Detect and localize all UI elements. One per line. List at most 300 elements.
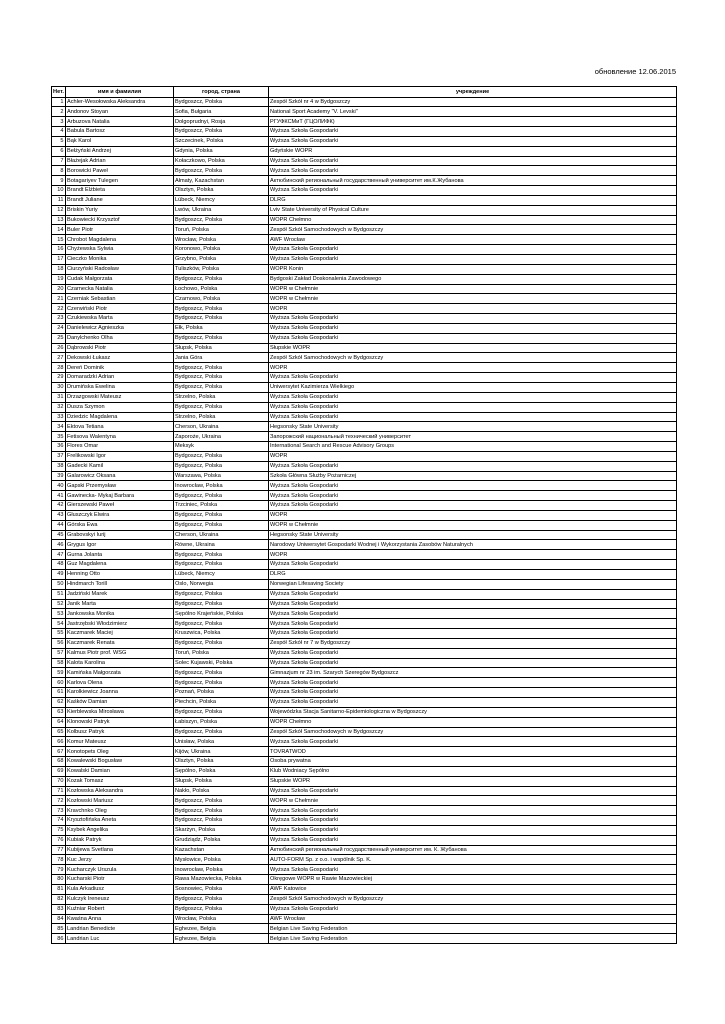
cell-city: Koronowo, Polska (174, 245, 269, 255)
cell-number: 29 (52, 373, 66, 383)
cell-number: 85 (52, 924, 66, 934)
cell-name: Komur Mateusz (66, 737, 174, 747)
cell-number: 28 (52, 363, 66, 373)
cell-institution: Wyższa Szkoła Gospodarki (269, 825, 677, 835)
table-row (52, 501, 677, 511)
cell-number: 10 (52, 186, 66, 196)
cell-name: Landrian Benedicte (66, 924, 174, 934)
table-row (52, 156, 677, 166)
cell-name: Botagariyev Tulegen (66, 176, 174, 186)
table-row (52, 136, 677, 146)
cell-city: Bydgoszcz, Polska (174, 904, 269, 914)
cell-name: Danylchenko Olha (66, 333, 174, 343)
cell-city: Bydgoszcz, Polska (174, 215, 269, 225)
cell-institution: Wyższa Szkoła Gospodarki (269, 589, 677, 599)
cell-city: Równe, Ukraina (174, 540, 269, 550)
cell-city: Bydgoszcz, Polska (174, 491, 269, 501)
cell-city: Piechcin, Polska (174, 697, 269, 707)
cell-number: 70 (52, 776, 66, 786)
table-row (52, 589, 677, 599)
participants-table (51, 86, 677, 944)
cell-city: Zaporoże, Ukraina (174, 432, 269, 442)
cell-name: Kowalewski Bogusław (66, 757, 174, 767)
table-row (52, 294, 677, 304)
cell-number: 59 (52, 668, 66, 678)
table-row (52, 491, 677, 501)
cell-name: Gadecki Kamil (66, 461, 174, 471)
cell-institution: WOPR Konin (269, 264, 677, 274)
cell-name: Kuc Jerzy (66, 855, 174, 865)
cell-name: Grabovskyi Iurij (66, 530, 174, 540)
cell-name: Błażejak Adrian (66, 156, 174, 166)
cell-institution: Wyższa Szkoła Gospodarki (269, 688, 677, 698)
cell-number: 45 (52, 530, 66, 540)
cell-institution: Wyższa Szkoła Gospodarki (269, 648, 677, 658)
cell-city: Bydgoszcz, Polska (174, 274, 269, 284)
cell-name: Buler Piotr (66, 225, 174, 235)
cell-number: 16 (52, 245, 66, 255)
cell-city: Sępólno, Polska (174, 766, 269, 776)
cell-number: 50 (52, 579, 66, 589)
cell-city: Kijów, Ukraina (174, 747, 269, 757)
cell-city: Słupsk, Polska (174, 343, 269, 353)
cell-institution: Słupskie WOPR (269, 776, 677, 786)
table-row (52, 599, 677, 609)
cell-city: Bydgoszcz, Polska (174, 363, 269, 373)
table-row (52, 205, 677, 215)
table-row (52, 363, 677, 373)
cell-name: Galarowicz Oksana (66, 471, 174, 481)
table-row (52, 166, 677, 176)
table-row (52, 697, 677, 707)
cell-institution: AWF Katowice (269, 885, 677, 895)
cell-number: 22 (52, 304, 66, 314)
cell-name: Klonowski Patryk (66, 717, 174, 727)
cell-institution: Wyższa Szkoła Gospodarki (269, 678, 677, 688)
table-row (52, 609, 677, 619)
cell-number: 40 (52, 481, 66, 491)
table-row (52, 510, 677, 520)
cell-institution: Wyższa Szkoła Gospodarki (269, 609, 677, 619)
cell-institution: Запорожский национальный технический университет (269, 432, 677, 442)
cell-city: Sofia, Bułgaria (174, 107, 269, 117)
table-row (52, 402, 677, 412)
table-row (52, 284, 677, 294)
cell-name: Dereń Dominik (66, 363, 174, 373)
cell-name: Bukowiecki Krzysztof (66, 215, 174, 225)
cell-institution: Wyższa Szkoła Gospodarki (269, 156, 677, 166)
cell-city: Bydgoszcz, Polska (174, 304, 269, 314)
cell-number: 68 (52, 757, 66, 767)
cell-number: 69 (52, 766, 66, 776)
table-row (52, 245, 677, 255)
cell-institution: Norwegian Lifesaving Society (269, 579, 677, 589)
table-row (52, 845, 677, 855)
cell-name: Achler-Wesołowska Aleksandra (66, 97, 174, 107)
cell-name: Czerwiński Piotr (66, 304, 174, 314)
cell-city: Grzybno, Polska (174, 255, 269, 265)
cell-name: Kucharczyk Urszula (66, 865, 174, 875)
cell-institution: WOPR (269, 510, 677, 520)
cell-name: Chrobot Magdalena (66, 235, 174, 245)
table-row (52, 934, 677, 944)
update-note: обновление 12.06.2015 (594, 67, 676, 76)
table-row (52, 274, 677, 284)
cell-number: 72 (52, 796, 66, 806)
cell-institution: WOPR (269, 363, 677, 373)
cell-institution: Gdyńskie WOPR (269, 146, 677, 156)
cell-institution: Wyższa Szkoła Gospodarki (269, 491, 677, 501)
table-row (52, 314, 677, 324)
cell-name: Kravchnko Oleg (66, 806, 174, 816)
cell-institution: WOPR Chełmno (269, 215, 677, 225)
cell-city: Trzciniec, Polska (174, 501, 269, 511)
cell-number: 27 (52, 353, 66, 363)
table-row (52, 717, 677, 727)
cell-city: Dolgoprudnyi, Rosja (174, 117, 269, 127)
cell-number: 3 (52, 117, 66, 127)
table-row (52, 530, 677, 540)
table-row (52, 343, 677, 353)
table-row (52, 195, 677, 205)
cell-city: Bydgoszcz, Polska (174, 382, 269, 392)
cell-name: Kaczmarek Renata (66, 638, 174, 648)
cell-city: Ełk, Polska (174, 323, 269, 333)
cell-city: Poznań, Polska (174, 688, 269, 698)
cell-name: Arbuzova Natalia (66, 117, 174, 127)
cell-name: Bąk Karol (66, 136, 174, 146)
cell-institution: Wyższa Szkoła Gospodarki (269, 186, 677, 196)
cell-name: Borowicki Paweł (66, 166, 174, 176)
cell-city: Bydgoszcz, Polska (174, 314, 269, 324)
cell-institution: WOPR (269, 451, 677, 461)
cell-number: 1 (52, 97, 66, 107)
cell-institution: Wyższa Szkoła Gospodarki (269, 402, 677, 412)
cell-institution: Zespół Szkół Samochodowych w Bydgoszczy (269, 353, 677, 363)
table-row (52, 304, 677, 314)
table-row (52, 835, 677, 845)
cell-city: Grudziądz, Polska (174, 835, 269, 845)
cell-number: 80 (52, 875, 66, 885)
cell-city: Bydgoszcz, Polska (174, 97, 269, 107)
cell-name: Ksybek Angelika (66, 825, 174, 835)
cell-institution: WOPR (269, 550, 677, 560)
cell-name: Kowalski Damian (66, 766, 174, 776)
table-row (52, 127, 677, 137)
cell-number: 44 (52, 520, 66, 530)
table-row (52, 914, 677, 924)
cell-number: 71 (52, 786, 66, 796)
cell-number: 47 (52, 550, 66, 560)
cell-number: 46 (52, 540, 66, 550)
header-name: имя и фамилия (66, 87, 174, 98)
table-row (52, 668, 677, 678)
cell-city: Bydgoszcz, Polska (174, 816, 269, 826)
cell-city: Łabiszyn, Polska (174, 717, 269, 727)
cell-number: 82 (52, 894, 66, 904)
cell-number: 79 (52, 865, 66, 875)
cell-name: Andonov Stoyan (66, 107, 174, 117)
table-row (52, 255, 677, 265)
cell-number: 11 (52, 195, 66, 205)
cell-number: 17 (52, 255, 66, 265)
cell-city: Lwów, Ukraina (174, 205, 269, 215)
cell-number: 33 (52, 412, 66, 422)
cell-city: Bydgoszcz, Polska (174, 550, 269, 560)
table-row (52, 757, 677, 767)
table-row (52, 579, 677, 589)
cell-institution: Wyższa Szkoła Gospodarki (269, 127, 677, 137)
cell-number: 73 (52, 806, 66, 816)
cell-name: Frelikowski Igor (66, 451, 174, 461)
cell-city: Bydgoszcz, Polska (174, 796, 269, 806)
cell-number: 26 (52, 343, 66, 353)
cell-name: Dusza Szymon (66, 402, 174, 412)
cell-number: 41 (52, 491, 66, 501)
table-row (52, 629, 677, 639)
table-row (52, 373, 677, 383)
cell-number: 4 (52, 127, 66, 137)
cell-institution: Zespół Szkół Samochodowych w Bydgoszczy (269, 727, 677, 737)
table-row (52, 747, 677, 757)
cell-city: Mysłowice, Polska (174, 855, 269, 865)
table-row (52, 323, 677, 333)
cell-institution: Belgian Live Saving Federation (269, 924, 677, 934)
table-row (52, 875, 677, 885)
table-row (52, 825, 677, 835)
cell-institution: Zespół Szkół Samochodowych w Bydgoszczy (269, 894, 677, 904)
cell-institution: Lviv State University of Physical Culture (269, 205, 677, 215)
cell-name: Gurna Jolanta (66, 550, 174, 560)
cell-name: Konotopets Oleg (66, 747, 174, 757)
cell-number: 43 (52, 510, 66, 520)
cell-name: Karolkiewicz Joanna (66, 688, 174, 698)
cell-name: Henning Otto (66, 570, 174, 580)
cell-institution: Osoba prywatna (269, 757, 677, 767)
cell-name: Landrian Luc (66, 934, 174, 944)
table-row (52, 353, 677, 363)
cell-institution: Wyższa Szkoła Gospodarki (269, 314, 677, 324)
cell-city: Łochowo, Polska (174, 284, 269, 294)
cell-institution: Uniwersytet Kazimierza Wielkiego (269, 382, 677, 392)
cell-name: Flores Omar (66, 442, 174, 452)
cell-city: Skarżyn, Polska (174, 825, 269, 835)
cell-institution: Belgian Live Saving Federation (269, 934, 677, 944)
table-row (52, 107, 677, 117)
cell-number: 42 (52, 501, 66, 511)
cell-institution: DLRG (269, 195, 677, 205)
cell-institution: Bydgoski Zakład Doskonalenia Zawodowego (269, 274, 677, 284)
cell-city: Tuliszków, Polska (174, 264, 269, 274)
table-row (52, 678, 677, 688)
table-row (52, 225, 677, 235)
cell-number: 5 (52, 136, 66, 146)
cell-name: Dąbrowski Piotr (66, 343, 174, 353)
cell-institution: Wyższa Szkoła Gospodarki (269, 461, 677, 471)
cell-city: Bydgoszcz, Polska (174, 560, 269, 570)
cell-number: 52 (52, 599, 66, 609)
cell-name: Górska Ewa (66, 520, 174, 530)
cell-name: Guz Magdalena (66, 560, 174, 570)
cell-institution: Wyższa Szkoła Gospodarki (269, 865, 677, 875)
cell-institution: Wyższa Szkoła Gospodarki (269, 697, 677, 707)
cell-city: Cherson, Ukraina (174, 422, 269, 432)
table-row (52, 540, 677, 550)
cell-number: 7 (52, 156, 66, 166)
table-row (52, 215, 677, 225)
cell-name: Głuszczyk Elwira (66, 510, 174, 520)
table-row (52, 766, 677, 776)
cell-number: 61 (52, 688, 66, 698)
header-institution: учреждение (269, 87, 677, 98)
cell-number: 56 (52, 638, 66, 648)
table-row (52, 442, 677, 452)
cell-city: Bydgoszcz, Polska (174, 333, 269, 343)
table-row (52, 451, 677, 461)
cell-institution: Wyższa Szkoła Gospodarki (269, 136, 677, 146)
cell-number: 19 (52, 274, 66, 284)
cell-name: Czukiewska Marta (66, 314, 174, 324)
cell-name: Fetisova Walentyna (66, 432, 174, 442)
cell-number: 9 (52, 176, 66, 186)
table-row (52, 264, 677, 274)
cell-number: 12 (52, 205, 66, 215)
cell-city: Sosnowiec, Polska (174, 885, 269, 895)
cell-city: Unisław, Polska (174, 737, 269, 747)
cell-institution: WOPR w Chełmnie (269, 284, 677, 294)
cell-name: Kubijewa Svetlana (66, 845, 174, 855)
cell-city: Wrocław, Polska (174, 914, 269, 924)
table-row (52, 816, 677, 826)
table-row (52, 924, 677, 934)
cell-number: 38 (52, 461, 66, 471)
table-row (52, 638, 677, 648)
cell-number: 83 (52, 904, 66, 914)
table-row (52, 796, 677, 806)
table-row (52, 786, 677, 796)
cell-city: Bydgoszcz, Polska (174, 894, 269, 904)
cell-number: 63 (52, 707, 66, 717)
cell-name: Babula Bartosz (66, 127, 174, 137)
cell-institution: Wyższa Szkoła Gospodarki (269, 599, 677, 609)
cell-number: 86 (52, 934, 66, 944)
cell-number: 24 (52, 323, 66, 333)
cell-city: Lübeck, Niemcy (174, 195, 269, 205)
cell-city: Olsztyn, Polska (174, 186, 269, 196)
cell-number: 58 (52, 658, 66, 668)
table-row (52, 619, 677, 629)
cell-city: Rawa Mazowiecka, Polska (174, 875, 269, 885)
table-row (52, 658, 677, 668)
cell-city: Inowrocław, Polska (174, 481, 269, 491)
cell-city: Strzelno, Polska (174, 412, 269, 422)
cell-name: Brandt Elżbieta (66, 186, 174, 196)
cell-institution: Hegsonsky State University (269, 422, 677, 432)
cell-name: Karlova Olena (66, 678, 174, 688)
cell-institution: Wyższa Szkoła Gospodarki (269, 560, 677, 570)
table-row (52, 550, 677, 560)
table-row (52, 333, 677, 343)
cell-number: 6 (52, 146, 66, 156)
cell-name: Jankowska Monika (66, 609, 174, 619)
cell-city: Strzelno, Polska (174, 392, 269, 402)
cell-institution: AUTO-FORM Sp. z o.o. i wspólnik Sp. K. (269, 855, 677, 865)
cell-city: Bydgoszcz, Polska (174, 373, 269, 383)
cell-city: Warszawa, Polska (174, 471, 269, 481)
cell-institution: WOPR Chełmno (269, 717, 677, 727)
table-row (52, 176, 677, 186)
cell-institution: Wyższa Szkoła Gospodarki (269, 658, 677, 668)
cell-number: 2 (52, 107, 66, 117)
table-row (52, 432, 677, 442)
cell-number: 30 (52, 382, 66, 392)
cell-city: Lübeck, Niemcy (174, 570, 269, 580)
cell-city: Jania Góra (174, 353, 269, 363)
header-city: город, страна (174, 87, 269, 98)
table-row (52, 97, 677, 107)
cell-institution: DLRG (269, 570, 677, 580)
cell-institution: Wyższa Szkoła Gospodarki (269, 323, 677, 333)
cell-number: 8 (52, 166, 66, 176)
cell-city: Bydgoszcz, Polska (174, 707, 269, 717)
cell-city: Bydgoszcz, Polska (174, 461, 269, 471)
cell-name: Gawinecka- Mykaj Barbara (66, 491, 174, 501)
table-body (52, 97, 677, 944)
cell-number: 78 (52, 855, 66, 865)
cell-name: Kwaśna Anna (66, 914, 174, 924)
cell-name: Jadziński Marek (66, 589, 174, 599)
cell-city: Eghezee, Belgia (174, 934, 269, 944)
cell-institution: Актюбинский региональный государственный университет им.К.Жубанова (269, 176, 677, 186)
cell-name: Kamińska Małgorzata (66, 668, 174, 678)
table-row (52, 894, 677, 904)
cell-name: Kozłowska Aleksandra (66, 786, 174, 796)
cell-institution: Wyższa Szkoła Gospodarki (269, 166, 677, 176)
cell-number: 74 (52, 816, 66, 826)
cell-number: 37 (52, 451, 66, 461)
cell-institution: AWF Wrocław (269, 235, 677, 245)
cell-number: 49 (52, 570, 66, 580)
cell-city: Szczecinek, Polska (174, 136, 269, 146)
table-row (52, 235, 677, 245)
cell-number: 54 (52, 619, 66, 629)
cell-name: Kierblewska Mirosława (66, 707, 174, 717)
cell-number: 13 (52, 215, 66, 225)
cell-name: Kolbusz Patryk (66, 727, 174, 737)
cell-name: Gierszewski Paweł (66, 501, 174, 511)
cell-institution: Wyższa Szkoła Gospodarki (269, 392, 677, 402)
table-row (52, 776, 677, 786)
cell-number: 25 (52, 333, 66, 343)
cell-name: Grygus Igor (66, 540, 174, 550)
cell-city: Wrocław, Polska (174, 235, 269, 245)
cell-name: Kalota Karolina (66, 658, 174, 668)
table-row (52, 481, 677, 491)
table-row (52, 688, 677, 698)
cell-number: 36 (52, 442, 66, 452)
cell-name: Kaczmarek Maciej (66, 629, 174, 639)
cell-city: Kruszwica, Polska (174, 629, 269, 639)
table-row (52, 186, 677, 196)
cell-city: Toruń, Polska (174, 648, 269, 658)
cell-name: Krysztofińska Aneta (66, 816, 174, 826)
cell-city: Kazachstan (174, 845, 269, 855)
cell-city: Gdynia, Polska (174, 146, 269, 156)
cell-number: 18 (52, 264, 66, 274)
table-row (52, 382, 677, 392)
table-row (52, 117, 677, 127)
cell-city: Bydgoszcz, Polska (174, 510, 269, 520)
